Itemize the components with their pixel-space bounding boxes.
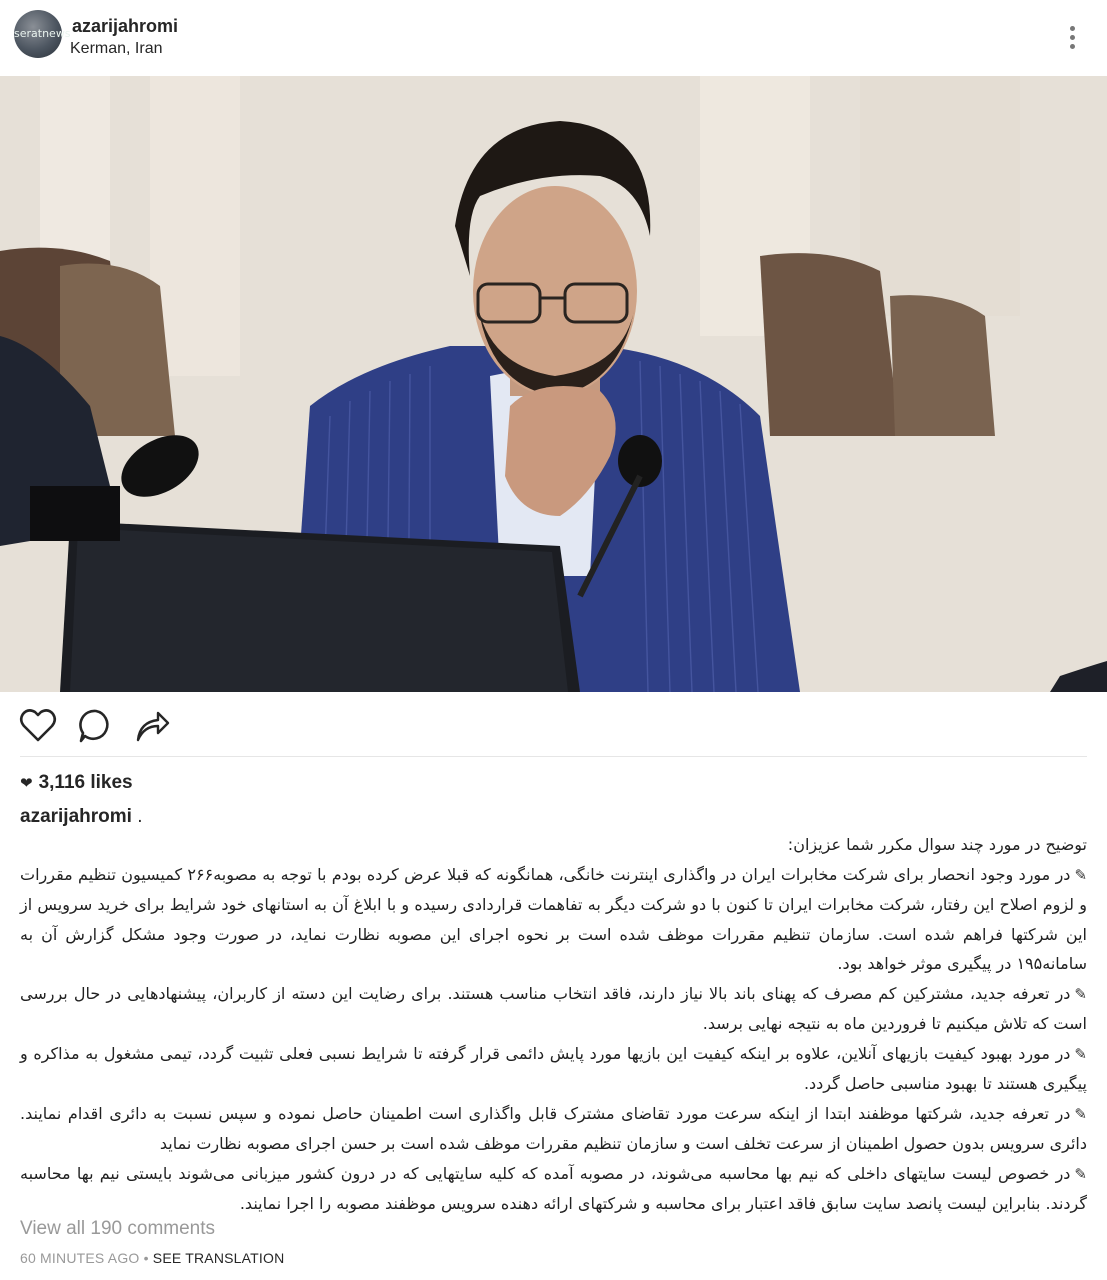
caption-item bbox=[20, 979, 1087, 1039]
location-link[interactable]: Kerman, Iran bbox=[70, 40, 163, 57]
caption-intro: توضیح در مورد چند سوال مکرر شما عزیزان: bbox=[787, 835, 1087, 854]
more-options-icon[interactable] bbox=[1060, 22, 1084, 54]
caption-username[interactable] bbox=[20, 806, 143, 828]
divider bbox=[20, 756, 1087, 757]
watermark-logo: seratnews bbox=[14, 27, 71, 40]
caption-item bbox=[20, 860, 1087, 979]
caption-suffix: . bbox=[131, 806, 143, 827]
caption-item-text: در خصوص لیست سایتهای داخلی که نیم بها محاسبه می‌شوند، در مصوبه آمده که کلیه سایتهایی که در درون کشور میزبانی می‌شوند بایستی نیم بها محاسبه گردند. بنابراین لیست پانصد سایت سابق فاقد اعتبار برای محاسبه و شرکتهای ارائه دهنده سرویس موظفند مصوبه را اجرا نمایند. bbox=[20, 1163, 1087, 1213]
post-meta bbox=[20, 1250, 284, 1266]
pen-icon: ✎ bbox=[1074, 1104, 1087, 1123]
username-link[interactable]: azarijahromi bbox=[72, 16, 179, 36]
pen-icon: ✎ bbox=[1074, 1044, 1087, 1063]
pen-icon: ✎ bbox=[1074, 984, 1087, 1003]
small-heart-icon: ❤ bbox=[20, 775, 33, 792]
photo-illustration bbox=[0, 76, 1107, 692]
post-header bbox=[0, 0, 1107, 76]
post-caption bbox=[20, 830, 1087, 1219]
see-translation-link[interactable]: SEE TRANSLATION bbox=[152, 1250, 285, 1266]
caption-item-text: در تعرفه جدید، مشترکین کم مصرف که پهنای باند بالا نیاز دارند، فاقد انتخاب مناسب هستند. برای رضایت این دسته از کاربران، پیشنهادهایی در حال بررسی است که تلاش میکنیم تا فروردین ماه به نتیجه نهایی برسد. bbox=[20, 983, 1087, 1033]
pen-icon: ✎ bbox=[1074, 865, 1088, 884]
action-bar bbox=[0, 698, 1107, 754]
caption-item-text: در مورد بهبود کیفیت بازیهای آنلاین، علاوه بر اینکه کیفیت این بازیها مورد پایش دائمی قرار گرفته تا شرایط نسبی فعلی تثبیت گردد، تیمی مشغول به مذاکره و پیگیری هستند تا بهبود مناسبی حاصل گردد. bbox=[20, 1043, 1087, 1093]
caption-item bbox=[20, 1159, 1087, 1219]
likes-count[interactable] bbox=[20, 772, 133, 794]
meta-separator: • bbox=[139, 1250, 153, 1266]
comment-bubble-icon[interactable] bbox=[76, 706, 116, 746]
post-photo[interactable] bbox=[0, 76, 1107, 692]
caption-item-text: در مورد وجود انحصار برای شرکت مخابرات ایران در واگذاری اینترنت خانگی، همانگونه که قبلا عرض کرده بودم با توجه به مصوبه۲۶۶ کمیسیون تنظیم مقررات و لزوم اصلاح این رفتار، شرکت مخابرات ایران تا کنون با دو شرکت دیگر به تفاهمات قراردادی رسیده و با ابلاغ آن به استانهای خود شرایط برای خرید سرویس از این شرکتها فراهم شده است. سازمان تنظیم مقررات موظف شده است بر نحوه اجرای این مصوبه نظارت نماید، در صورت وجود مشکل گزارش آن به سامانه۱۹۵ در پیگیری موثر خواهد بود. bbox=[20, 864, 1087, 973]
caption-item bbox=[20, 1039, 1087, 1099]
like-heart-icon[interactable] bbox=[18, 706, 58, 746]
view-all-comments-link[interactable]: View all 190 comments bbox=[20, 1218, 216, 1239]
likes-text: 3,116 likes bbox=[38, 772, 133, 793]
pen-icon: ✎ bbox=[1074, 1164, 1087, 1183]
caption-item bbox=[20, 1099, 1087, 1159]
share-arrow-icon[interactable] bbox=[132, 706, 172, 746]
caption-item-text: در تعرفه جدید، شرکتها موظفند ابتدا از اینکه سرعت مورد تقاضای مشترک قابل واگذاری است اطمینان حاصل نموده و سپس نسبت به دائری اقدام نمایند. دائری سرویس بدون حصول اطمینان از سرعت تخلف است و سازمان تنظیم مقررات موظف شده است بر حسن اجرای مصوبه نظارت نماید bbox=[20, 1103, 1087, 1153]
caption-username-text: azarijahromi bbox=[20, 806, 132, 827]
timestamp: 60 MINUTES AGO bbox=[20, 1250, 140, 1266]
avatar[interactable] bbox=[14, 10, 71, 58]
